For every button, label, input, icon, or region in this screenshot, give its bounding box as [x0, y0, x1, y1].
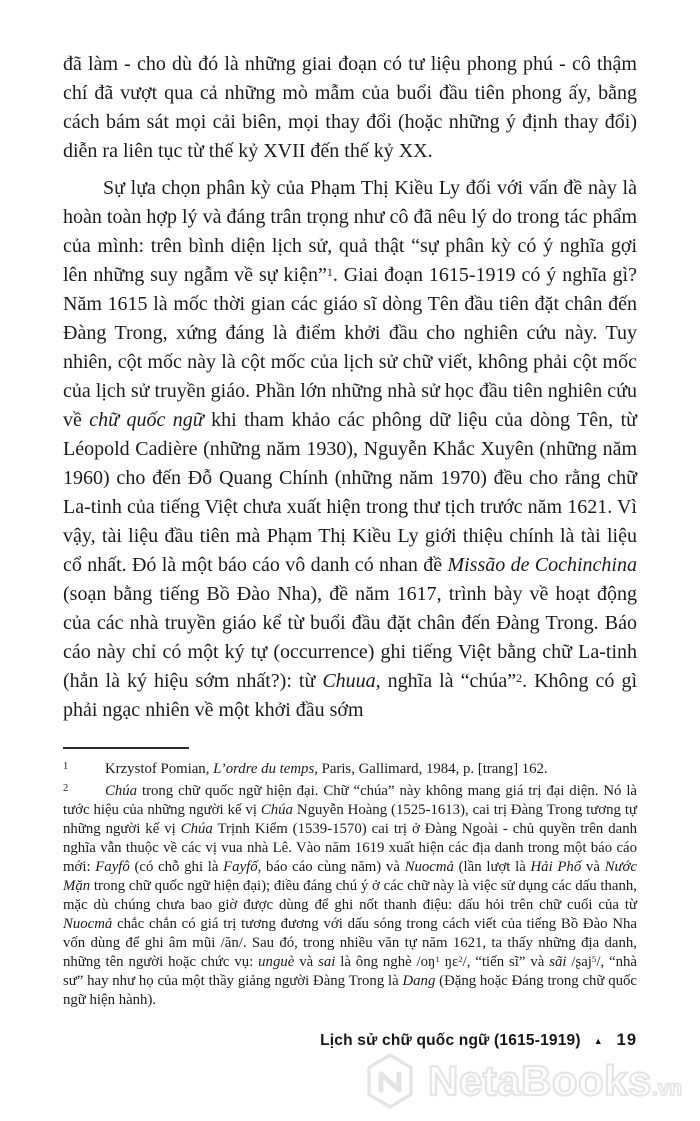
triangle-marker-icon: ▲: [593, 1035, 603, 1046]
watermark-brand-text: [428, 1057, 682, 1105]
footnote-1-text: Krzystof Pomian, L’ordre du temps, Paris, Gallimard, 1984, p. [trang] 162.: [105, 761, 548, 777]
running-footer: [320, 1031, 637, 1050]
watermark-brand: NetaBooks: [428, 1057, 652, 1104]
running-title: Lịch sử chữ quốc ngữ (1615-1919): [320, 1031, 581, 1049]
footnote-number-1: 1: [63, 761, 69, 772]
footnote-2: [63, 779, 637, 1010]
watermark-tld: .vn: [651, 1077, 683, 1100]
paragraph-continuation: đã làm - cho dù đó là những giai đoạn có tư liệu phong phú - cô thậm chí đã vượt qua cả những mò mẫm của buổi đầu tiên phong ấy, bằng cách bám sát mọi cải biên, mọi thay đổi (hoặc những ý định thay đổi) diễn ra liên tục từ thế kỷ XVII đến thế kỷ XX.: [63, 53, 637, 162]
footnote-2-text: Chúa trong chữ quốc ngữ hiện đại. Chữ “chúa” này không mang giá trị đại diện. Nó là tước hiệu của những người kế vị Chúa Nguyễn Hoàng (1525-1613), cai trị Đàng Trong tương tự những người kế vị Chúa Trịnh Kiểm (1539-1570) cai trị ở Đàng Ngoài - chủ quyền trên danh nghĩa vẫn thuộc về các vị vua nhà Lê. Vào năm 1619 xuất hiện các địa danh trong một báo cáo mới: Fayfô (có chỗ ghi là Fayfố, báo cáo cùng năm) và Nuocmả (lần lượt là Hải Phố và Nước Mặn trong chữ quốc ngữ hiện đại); điều đáng chú ý ở các chữ này là việc sử dụng các dấu thanh, mặc dù chúng chưa bao giờ được dùng để ghi nốt thanh điệu: dấu hỏi trên chữ cuối của từ Nuocmả chắc chắn có giá trị tương đương với dấu sóng trong cách viết của tiếng Bồ Đào Nha vốn dùng để ghi âm mũi /ăn/. Sau đó, trong nhiều văn tự năm 1621, ta thấy những địa danh, những tên người hoặc chức vụ: unguè và sai là ông nghè $/oŋ^1$ ŋɛ$^2$/, “tiến sĩ” và sãi /ʂaj$^5$/, “nhà sư” hay như họ của một thầy giảng người Đàng Trong là Dang (Đặng hoặc Đáng trong chữ quốc ngữ hiện hành).: [63, 783, 637, 1008]
paragraph-main: Sự lựa chọn phân kỳ của Phạm Thị Kiều Ly đối với vấn đề này là hoàn toàn hợp lý và đáng trân trọng như cô đã nêu lý do trong tác phẩm của mình: trên bình diện lịch sử, quả thật “sự phân kỳ có ý nghĩa gợi lên những suy ngẫm về sự kiện”$^1$. Giai đoạn 1615-1919 có ý nghĩa gì? Năm 1615 là mốc thời gian các giáo sĩ dòng Tên đầu tiên đặt chân đến Đàng Trong, xứng đáng là điểm khởi đầu cho nghiên cứu này. Tuy nhiên, cột mốc này là cột mốc của lịch sử chữ viết, không phải cột mốc của lịch sử truyền giáo. Phần lớn những nhà sử học đầu tiên nghiên cứu về chữ quốc ngữ khi tham khảo các phông dữ liệu của dòng Tên, từ Léopold Cadière (những năm 1930), Nguyễn Khắc Xuyên (những năm 1960) cho đến Đỗ Quang Chính (những năm 1970) đều cho rằng chữ La-tinh của tiếng Việt chưa xuất hiện trong thư tịch trước năm 1621. Vì vậy, tài liệu đầu tiên mà Phạm Thị Kiều Ly giới thiệu chính là tài liệu cổ nhất. Đó là một báo cáo vô danh có nhan đề Missão de Cochinchina (soạn bằng tiếng Bồ Đào Nha), đề năm 1617, trình bày về hoạt động của các nhà truyền giáo kể từ buổi đầu đặt chân đến Đàng Trong. Báo cáo này chỉ có một ký tự (occurrence) ghi tiếng Việt bằng chữ La-tinh (hẳn là ký hiệu sớm nhất?): từ Chuua, nghĩa là “chúa”$^2$. Không có gì phải ngạc nhiên về một khởi đầu sớm: [63, 177, 638, 721]
footnotes-section: [63, 747, 637, 1010]
body-text: [63, 50, 637, 725]
netabooks-logo-icon: [365, 1052, 415, 1110]
netabooks-watermark: [365, 1052, 682, 1110]
footnote-1: [63, 757, 637, 779]
page-number: 19: [616, 1031, 637, 1049]
footnote-separator: [63, 747, 189, 749]
footnote-number-2: 2: [63, 783, 69, 794]
